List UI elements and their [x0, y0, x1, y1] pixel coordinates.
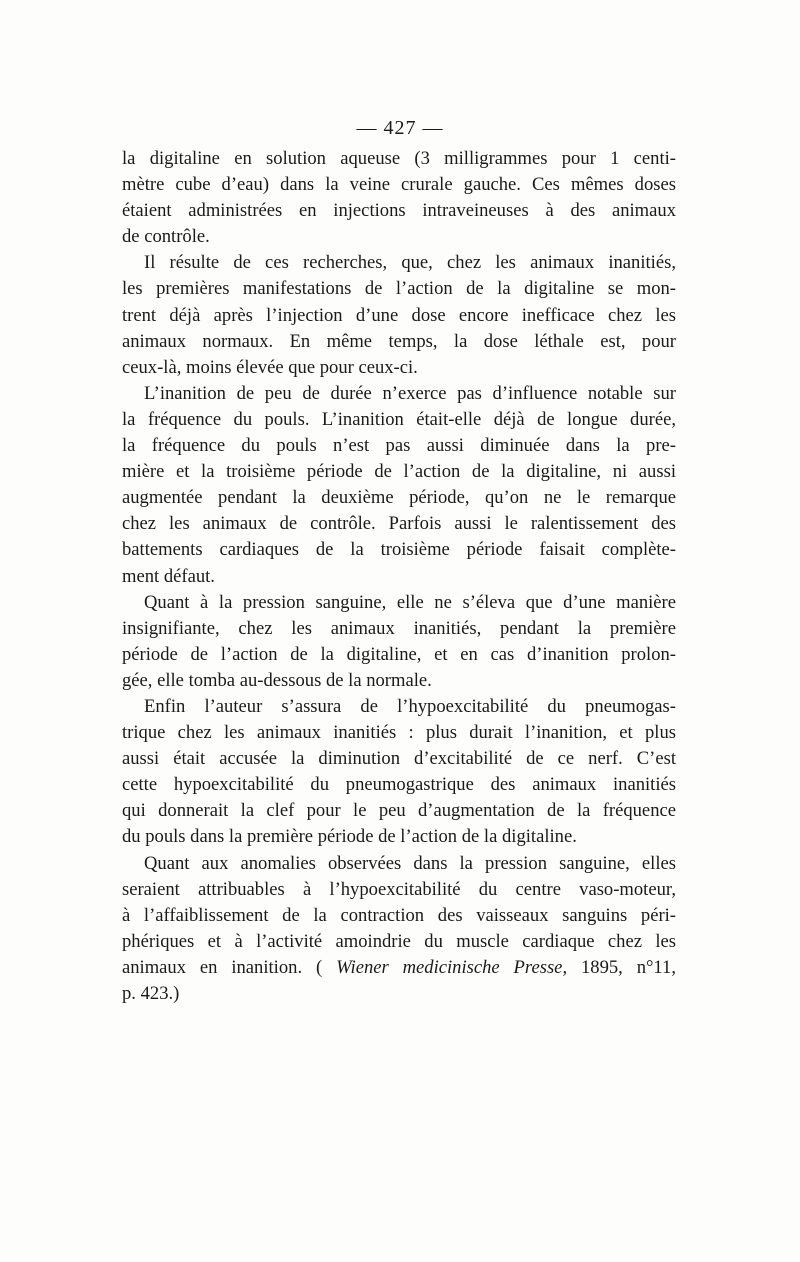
citation-page: p. 423.): [122, 983, 180, 1004]
paragraph-2: [122, 250, 676, 380]
text-line: étaient administrées en injections intraveineuses à des animaux: [122, 200, 676, 222]
text-line: mètre cube d’eau) dans la veine crurale gauche. Ces mêmes doses: [122, 174, 676, 196]
text-line: cette hypoexcitabilité du pneumogastrique des animaux inanitiés: [122, 774, 676, 796]
text-line: ceux-là, moins élevée que pour ceux-ci.: [122, 356, 418, 378]
text-line: Il résulte de ces recherches, que, chez les animaux inanitiés,: [144, 252, 676, 274]
text-line: qui donnerait la clef pour le peu d’augmentation de la fréquence: [122, 800, 676, 822]
text-line: la digitaline en solution aqueuse (3 milligrammes pour 1 centi-: [122, 148, 676, 169]
text-line: mière et la troisième période de l’action de la digitaline, ni aussi: [122, 461, 676, 483]
paragraph-5: [122, 694, 676, 851]
text-line: la fréquence du pouls. L’inanition était-elle déjà de longue durée,: [122, 408, 676, 430]
text-line: de contrôle.: [122, 226, 210, 248]
text-line: du pouls dans la première période de l’action de la digitaline.: [122, 826, 577, 848]
text-line: Quant à la pression sanguine, elle ne s’éleva que d’une manière: [144, 591, 676, 613]
text-line: augmentée pendant la deuxième période, qu’on ne le remarque: [122, 487, 676, 509]
text-line: Enfin l’auteur s’assura de l’hypoexcitabilité du pneumogas-: [144, 695, 676, 717]
paragraph-1: [122, 146, 676, 250]
text-line: aussi était accusée la diminution d’excitabilité de ce nerf. C’est: [122, 748, 676, 770]
paragraph-3: [122, 381, 676, 590]
text-line: phériques et à l’activité amoindrie du muscle cardiaque chez les: [122, 930, 676, 952]
text-line: période de l’action de la digitaline, et en cas d’inanition prolon-: [122, 643, 676, 665]
body-text: [122, 146, 676, 1007]
paragraph-4: [122, 590, 676, 694]
page-number: — 427 —: [356, 117, 444, 139]
text-line: animaux normaux. En même temps, la dose léthale est, pour: [122, 330, 676, 352]
text-line: trique chez les animaux inanitiés : plus durait l’inanition, et plus: [122, 722, 676, 744]
journal-title: Wiener medicinische Presse: [336, 956, 563, 978]
paragraph-6: [122, 851, 676, 1008]
text-line: chez les animaux de contrôle. Parfois aussi le ralentissement des: [122, 513, 676, 535]
text-line: Quant aux anomalies observées dans la pression sanguine, elles: [144, 852, 676, 874]
text-fragment: animaux en inanition. (: [122, 956, 323, 978]
text-line: ment défaut.: [122, 565, 215, 587]
text-line: seraient attribuables à l’hypoexcitabilité du centre vaso-moteur,: [122, 878, 676, 900]
text-line: insignifiante, chez les animaux inanitiés, pendant la première: [122, 617, 676, 639]
text-line: la fréquence du pouls n’est pas aussi diminuée dans la pre-: [122, 435, 676, 457]
text-line: gée, elle tomba au-dessous de la normale.: [122, 669, 432, 691]
text-line: trent déjà après l’injection d’une dose encore inefficace chez les: [122, 304, 676, 326]
text-line: battements cardiaques de la troisième période faisait complète-: [122, 539, 676, 561]
text-line: L’inanition de peu de durée n’exerce pas d’influence notable sur: [144, 382, 676, 404]
text-line: les premières manifestations de l’action de la digitaline se mon-: [122, 278, 676, 300]
citation-line: [122, 955, 676, 981]
citation-details: , 1895, n°11,: [562, 956, 676, 978]
text-line: à l’affaiblissement de la contraction des vaisseaux sanguins péri-: [122, 904, 676, 926]
